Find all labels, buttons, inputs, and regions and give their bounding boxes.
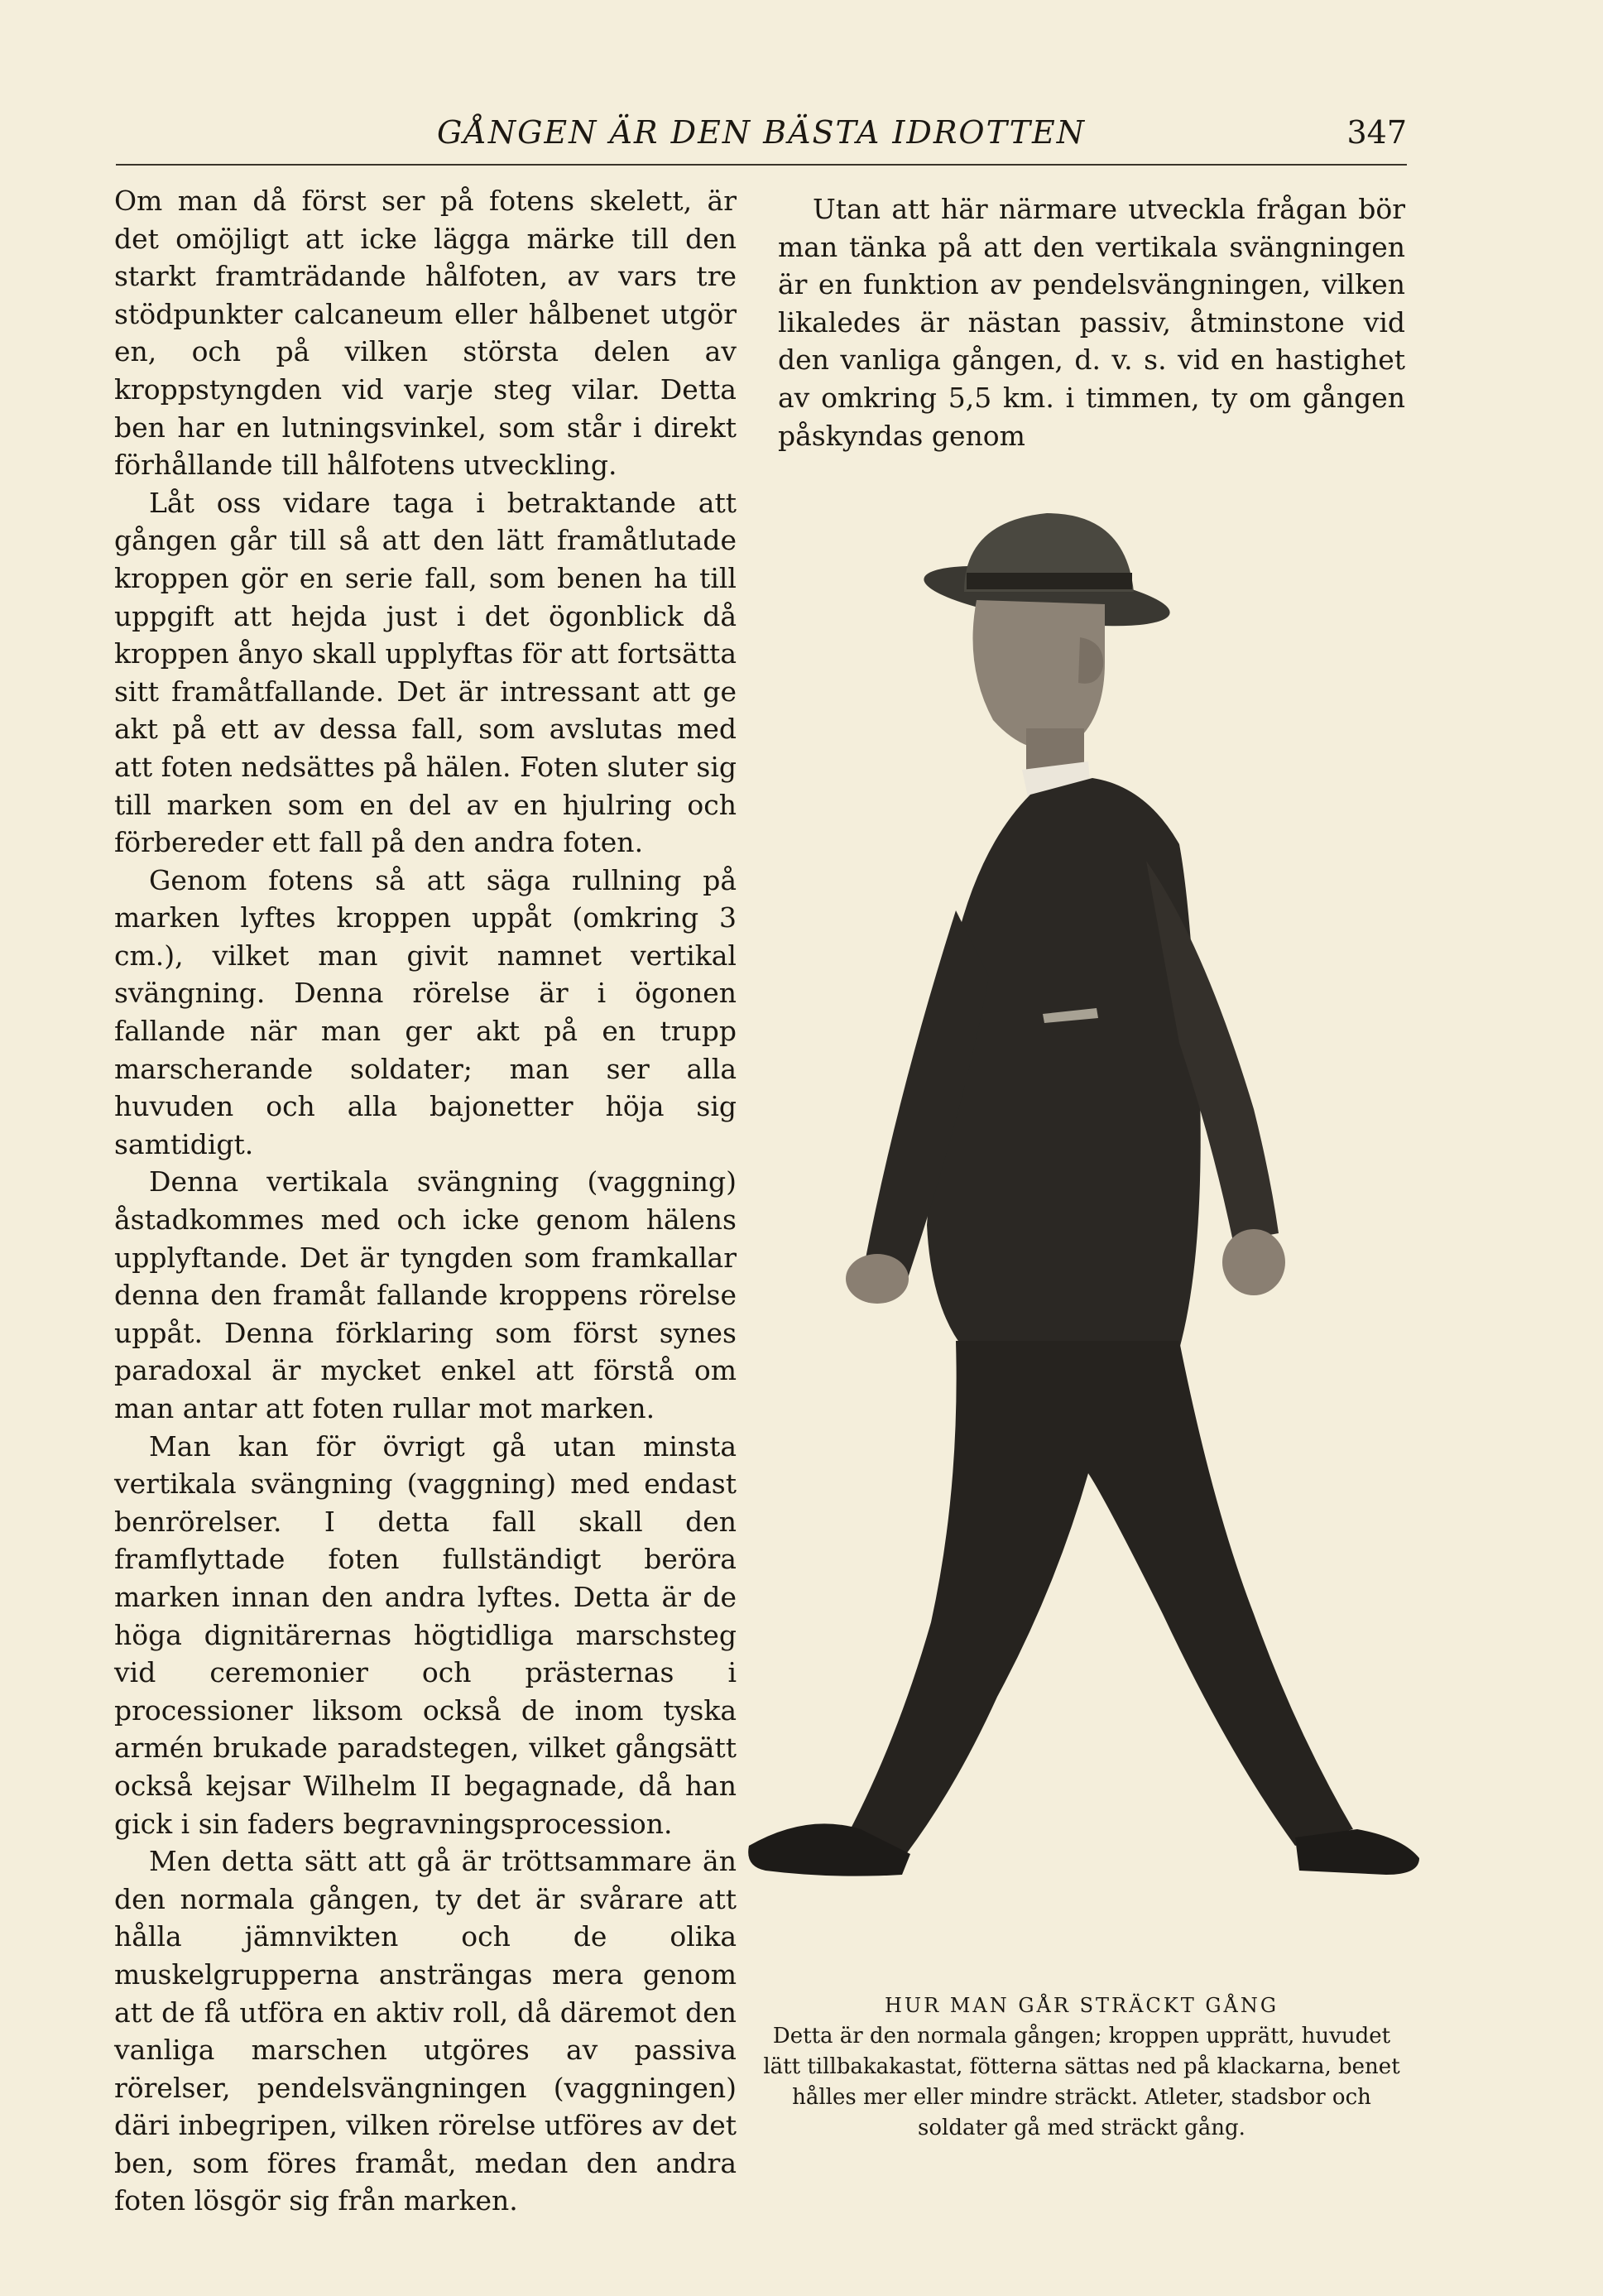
right-column (778, 190, 1405, 454)
paragraph: Man kan för övrigt gå utan minsta vertikala svängning (vaggning) med endast benrörelser. I detta fall skall den framflyttade foten fullständigt beröra marken innan den andra lyftes. Detta är de höga dignitärernas högtidliga marschsteg vid ceremonier och prästernas i processioner liksom också de inom tyska armén brukade paradstegen, vilket gångsätt också kejsar Wilhelm II begagnade, då han gick i sin faders begravningsprocession. (114, 1429, 737, 1840)
page-header (116, 114, 1407, 166)
walking-man-photo (716, 513, 1428, 1962)
hat-band (967, 573, 1132, 589)
hand-front (1222, 1229, 1285, 1295)
caption-text: Detta är den normala gången; kroppen upprätt, huvudet lätt tillbakakastat, fötterna sättas ned på klackarna, benet hålles mer eller mindre sträckt. Atleter, stadsbor och soldater gå med sträckt gång. (763, 2024, 1400, 2140)
paragraph: Om man då först ser på fotens skelett, är det omöjligt att icke lägga märke till den starkt framträdande hålfoten, av vars tre stödpunkter calcaneum eller hålbenet utgör en, och på vilken största delen av kroppstyngden vid varje steg vilar. Detta ben har en lutningsvinkel, som står i direkt förhållande till hålfotens utveckling. (114, 185, 737, 482)
figure-caption (755, 1991, 1409, 2144)
paragraph: Denna vertikala svängning (vaggning) åstadkommes med och icke genom hälens upplyftande. Det är tyngden som framkallar denna den framåt fallande kroppens rörelse uppåt. Denna förklaring som först synes paradoxal är mycket enkel att förstå om man antar att foten rullar mot marken. (114, 1165, 737, 1424)
shoe-front (1295, 1829, 1419, 1875)
caption-title: HUR MAN GÅR STRÄCKT GÅNG (884, 1994, 1279, 2017)
running-title: GÅNGEN ÄR DEN BÄSTA IDROTTEN (437, 114, 1086, 151)
paragraph: Utan att här närmare utveckla frågan bör man tänka på att den vertikala svängningen är en funktion av pendelsvängningen, vilken likaledes är nästan passiv, åtminstone vid den vanliga gången, d. v. s. vid en hastighet av omkring 5,5 km. i timmen, ty om gången påskyndas genom (778, 193, 1405, 452)
paragraph: Genom fotens så att säga rullning på marken lyftes kroppen uppåt (omkring 3 cm.), vilket man givit namnet vertikal svängning. Denna rörelse är i ögonen fallande när man ger akt på en trupp marscherande soldater; man ser alla huvuden och alla bajonetter höja sig samtidigt. (114, 863, 737, 1160)
paragraph: Låt oss vidare taga i betraktande att gången går till så att den lätt framåtlutade kroppen gör en serie fall, som benen ha till uppgift att hejda just i det ögonblick då kroppen ånyo skall upplyftas för att fortsätta sitt framåtfallande. Det är intressant att ge akt på ett av dessa fall, som avslutas med att foten nedsättes på hälen. Foten sluter sig till marken som en del av en hjulring och förbereder ett fall på den andra foten. (114, 486, 737, 859)
left-column (114, 182, 737, 2220)
hand-back (846, 1254, 909, 1304)
paragraph: Men detta sätt att gå är tröttsammare än den normala gången, ty det är svårare att hålla jämnvikten och de olika muskelgrupperna ansträngas mera genom att de få utföra en aktiv roll, då däremot den vanliga marschen utgöres av passiva rörelser, pendelsvängningen (vaggningen) däri inbegripen, vilken rörelse utföres av det ben, som föres framåt, medan den andra foten lösgör sig från marken. (114, 1845, 737, 2217)
trousers (848, 1341, 1353, 1854)
page-number: 347 (1346, 114, 1407, 151)
